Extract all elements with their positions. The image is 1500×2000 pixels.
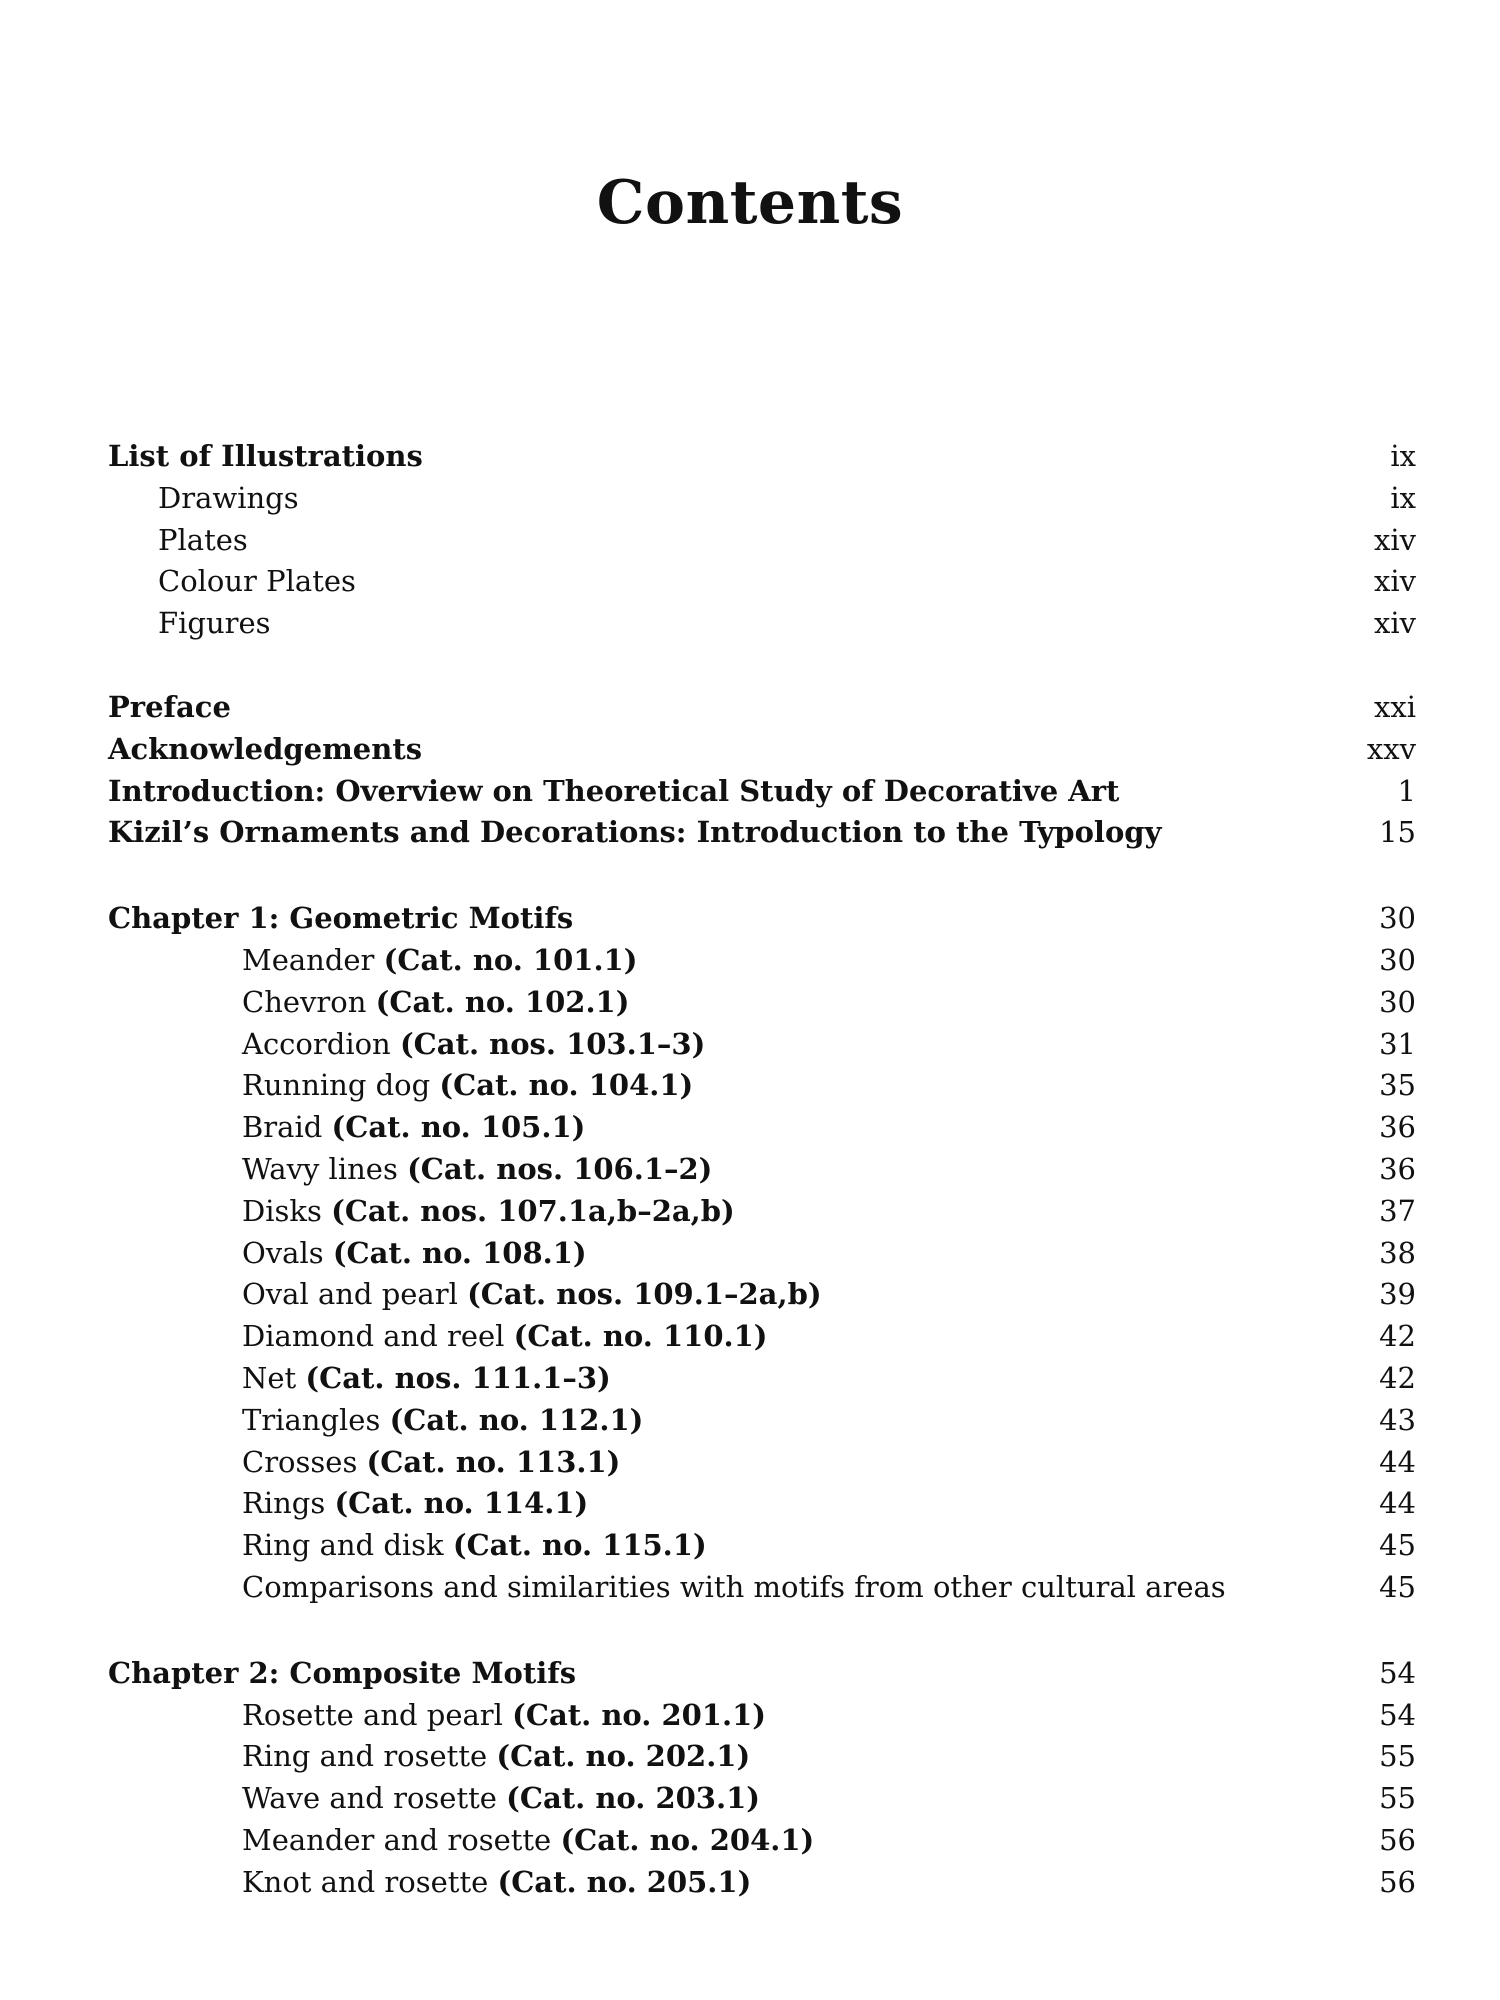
toc-entry-label [108,1525,707,1567]
toc-entry-page: 30 [1379,984,1416,1019]
toc-entry[interactable] [108,1274,1416,1316]
toc-entry-label [108,1862,751,1904]
toc-entry-page: 56 [1379,1822,1416,1857]
toc-entry-label [108,1024,705,1066]
toc-entry-page: 43 [1379,1402,1416,1437]
catalogue-reference: (Cat. no. 113.1) [366,1444,621,1479]
toc-entry-page: 30 [1379,901,1416,936]
toc-entry[interactable] [108,1024,1416,1066]
motif-name: Crosses [242,1444,367,1479]
toc-entry-page: ix [1390,439,1416,473]
toc-entry-label [108,982,629,1024]
page-title: Contents [596,168,904,238]
motif-name: Knot and rosette [242,1864,498,1899]
motif-name: Ring and rosette [242,1739,497,1774]
toc-entry[interactable] [108,940,1416,982]
toc-entry-page: 54 [1379,1697,1416,1732]
toc-entry-colour-plates[interactable] [108,561,1416,603]
toc-entry-page: 36 [1379,1151,1416,1186]
toc-entry-label: Acknowledgements [108,731,423,766]
toc-entry-label: Plates [158,522,248,557]
toc-entry-chapter-1[interactable] [108,898,1416,940]
catalogue-reference: (Cat. no. 108.1) [332,1235,587,1270]
toc-entry[interactable] [108,1358,1416,1400]
toc-entry-label: Drawings [158,480,299,515]
toc-entry[interactable] [108,1316,1416,1358]
toc-entry[interactable] [108,1483,1416,1525]
catalogue-reference: (Cat. no. 104.1) [439,1068,694,1103]
toc-entry-label [108,940,637,982]
toc-entry-label [108,1483,588,1525]
toc-entry-label: Colour Plates [158,564,356,599]
toc-entry-label [108,1358,611,1400]
toc-entry-label: List of Illustrations [108,439,423,473]
toc-entry-label [108,1820,814,1862]
catalogue-reference: (Cat. no. 202.1) [496,1739,751,1774]
toc-entry-page: 15 [1379,815,1416,850]
table-of-contents [108,436,1416,1904]
catalogue-reference: (Cat. no. 201.1) [512,1697,766,1732]
chapter-title: Chapter 1: Geometric Motifs [108,901,574,936]
toc-entry-preface[interactable] [108,687,1416,729]
toc-entry-label [108,1107,585,1149]
toc-entry-label: Introduction: Overview on Theoretical Study of Decorative Art [108,773,1120,808]
toc-entry-acknowledgements[interactable] [108,729,1416,771]
toc-entry-chapter-2[interactable] [108,1653,1416,1695]
toc-entry-drawings[interactable] [108,478,1416,520]
toc-entry-label [108,1695,766,1737]
toc-entry-page: xxv [1366,731,1416,766]
motif-name: Comparisons and similarities with motifs from other cultural areas [242,1569,1226,1604]
catalogue-reference: (Cat. no. 112.1) [389,1402,644,1437]
toc-entry-page: 38 [1379,1235,1416,1270]
motif-name: Running dog [242,1068,440,1103]
toc-entry[interactable] [108,1862,1416,1904]
toc-entry[interactable] [108,1695,1416,1737]
toc-entry-label: Preface [108,689,231,724]
motif-name: Meander and rosette [242,1822,561,1857]
toc-entry-label [108,1567,1226,1609]
toc-entry-label [108,1191,735,1233]
catalogue-reference: (Cat. no. 115.1) [452,1528,707,1563]
toc-entry-page: 31 [1379,1026,1416,1061]
toc-entry[interactable] [108,1191,1416,1233]
toc-entry-page: 42 [1379,1319,1416,1354]
catalogue-reference: (Cat. no. 205.1) [497,1864,752,1899]
toc-entry-page: 35 [1379,1068,1416,1103]
toc-entry-page: 45 [1379,1569,1416,1604]
catalogue-reference: (Cat. no. 110.1) [513,1319,768,1354]
toc-entry-page: 30 [1379,942,1416,977]
chapter-2-entries [108,1695,1416,1904]
toc-entry-page: 55 [1379,1739,1416,1774]
toc-entry-label [108,1065,693,1107]
toc-entry-typology-introduction[interactable] [108,812,1416,854]
toc-entry-label: Figures [158,606,271,641]
motif-name: Wave and rosette [242,1781,507,1816]
catalogue-reference: (Cat. nos. 107.1a,b–2a,b) [331,1193,735,1228]
toc-entry-list-of-illustrations[interactable] [108,436,1416,478]
motif-name: Rosette and pearl [242,1697,513,1732]
motif-name: Wavy lines [242,1151,408,1186]
toc-entry-page: 44 [1379,1444,1416,1479]
toc-entry-page: 54 [1379,1655,1416,1690]
motif-name: Ring and disk [242,1528,453,1563]
toc-entry[interactable] [108,1149,1416,1191]
toc-entry-page: 39 [1379,1277,1416,1312]
catalogue-reference: (Cat. no. 203.1) [506,1781,760,1816]
motif-name: Disks [242,1193,332,1228]
toc-entry-page: xiv [1373,522,1416,557]
toc-entry-page: 1 [1397,773,1416,808]
toc-entry-label [108,1400,643,1442]
motif-name: Chevron [242,984,376,1019]
toc-entry[interactable] [108,1736,1416,1778]
section-spacer [108,1609,1416,1653]
motif-name: Net [242,1360,306,1395]
toc-entry[interactable] [108,1065,1416,1107]
toc-entry-introduction[interactable] [108,771,1416,813]
chapter-title: Chapter 2: Composite Motifs [108,1655,577,1690]
section-spacer [108,854,1416,898]
toc-entry[interactable] [108,1820,1416,1862]
toc-entry[interactable] [108,1233,1416,1275]
section-spacer [108,645,1416,687]
toc-entry-page: 37 [1379,1193,1416,1228]
motif-name: Diamond and reel [242,1319,514,1354]
toc-entry-page: 55 [1379,1781,1416,1816]
toc-entry[interactable] [108,1778,1416,1820]
toc-entry-page: xiv [1373,606,1416,641]
motif-name: Ovals [242,1235,333,1270]
toc-entry[interactable] [108,1107,1416,1149]
catalogue-reference: (Cat. no. 114.1) [334,1486,589,1521]
toc-entry-label [108,1316,768,1358]
motif-name: Rings [242,1486,335,1521]
toc-entry-page: 44 [1379,1486,1416,1521]
toc-entry-page: 42 [1379,1360,1416,1395]
catalogue-reference: (Cat. nos. 103.1–3) [399,1026,706,1061]
toc-entry-figures[interactable] [108,603,1416,645]
toc-entry-label [108,1778,760,1820]
toc-entry-plates[interactable] [108,520,1416,562]
toc-entry[interactable] [108,1525,1416,1567]
catalogue-reference: (Cat. nos. 111.1–3) [305,1360,611,1395]
toc-entry[interactable] [108,1567,1416,1609]
catalogue-reference: (Cat. nos. 106.1–2) [407,1151,713,1186]
catalogue-reference: (Cat. no. 105.1) [331,1110,586,1145]
toc-entry-label [108,1736,750,1778]
catalogue-reference: (Cat. no. 102.1) [375,984,630,1019]
toc-entry-page: 45 [1379,1528,1416,1563]
motif-name: Meander [242,942,384,977]
catalogue-reference: (Cat. no. 101.1) [383,942,638,977]
toc-entry-page: xiv [1373,564,1416,599]
motif-name: Triangles [242,1402,390,1437]
toc-entry-page: xxi [1374,689,1416,724]
motif-name: Braid [242,1110,332,1145]
toc-entry-label [108,1274,822,1316]
toc-entry[interactable] [108,982,1416,1024]
toc-entry-page: 56 [1379,1864,1416,1899]
toc-entry[interactable] [108,1400,1416,1442]
toc-entry-page: 36 [1379,1110,1416,1145]
toc-entry-label: Kizil’s Ornaments and Decorations: Introduction to the Typology [108,815,1162,850]
toc-entry-page: ix [1390,480,1416,515]
chapter-1-entries [108,940,1416,1609]
motif-name: Oval and pearl [242,1277,468,1312]
catalogue-reference: (Cat. nos. 109.1–2a,b) [467,1277,822,1312]
toc-entry-label [108,1442,620,1484]
toc-entry[interactable] [108,1442,1416,1484]
motif-name: Accordion [242,1026,400,1061]
toc-entry-label [108,1233,587,1275]
toc-entry-label [108,1149,712,1191]
catalogue-reference: (Cat. no. 204.1) [560,1822,815,1857]
